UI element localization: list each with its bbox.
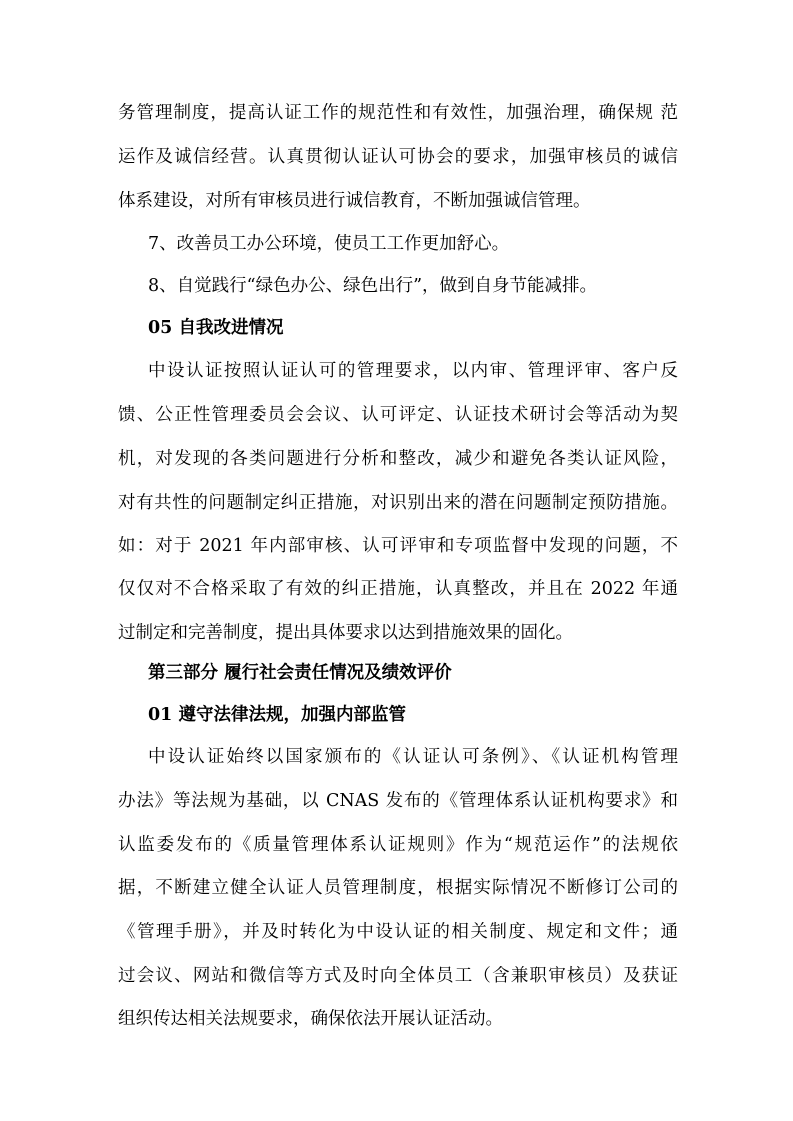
paragraph-line: 馈、公正性管理委员会会议、认可评定、认证技术研讨会等活动为契 bbox=[118, 405, 678, 425]
paragraph-line: 组织传达相关法规要求，确保依法开展认证活动。 bbox=[118, 1009, 503, 1029]
paragraph-line: 体系建设，对所有审核员进行诚信教育，不断加强诚信管理。 bbox=[118, 191, 591, 211]
paragraph-line: 据，不断建立健全认证人员管理制度，根据实际情况不断修订公司的 bbox=[118, 878, 678, 898]
section-heading-01: 01 遵守法律法规，加强内部监管 bbox=[148, 705, 406, 725]
paragraph-line: 办法》等法规为基础，以 CNAS 发布的《管理体系认证机构要求》和 bbox=[118, 791, 678, 811]
list-item-8: 8、自觉践行“绿色办公、绿色出行”，做到自身节能减排。 bbox=[148, 276, 598, 296]
paragraph-line: 认监委发布的《质量管理体系认证规则》作为“规范运作”的法规依 bbox=[118, 835, 678, 855]
list-item-7: 7、改善员工办公环境，使员工工作更加舒心。 bbox=[148, 234, 510, 254]
section-heading-05: 05 自我改进情况 bbox=[148, 318, 284, 338]
paragraph-line: 运作及诚信经营。认真贯彻认证认可协会的要求，加强审核员的诚信 bbox=[118, 147, 678, 167]
paragraph-line: 如：对于 2021 年内部审核、认可评审和专项监督中发现的问题，不 bbox=[118, 536, 678, 556]
paragraph-line: 中设认证按照认证认可的管理要求，以内审、管理评审、客户反 bbox=[148, 361, 678, 381]
paragraph-line: 仅仅对不合格采取了有效的纠正措施，认真整改，并且在 2022 年通 bbox=[118, 579, 678, 599]
paragraph-line: 《管理手册》，并及时转化为中设认证的相关制度、规定和文件；通 bbox=[118, 922, 678, 942]
paragraph-line: 机，对发现的各类问题进行分析和整改，减少和避免各类认证风险， bbox=[118, 449, 678, 469]
paragraph-line: 过制定和完善制度，提出具体要求以达到措施效果的固化。 bbox=[118, 623, 573, 643]
paragraph-line: 务管理制度，提高认证工作的规范性和有效性，加强治理，确保规 范 bbox=[118, 103, 678, 123]
paragraph-line: 对有共性的问题制定纠正措施，对识别出来的潜在问题制定预防措施。 bbox=[118, 493, 678, 513]
paragraph-line: 中设认证始终以国家颁布的《认证认可条例》、《认证机构管理 bbox=[148, 747, 678, 767]
part-three-heading: 第三部分 履行社会责任情况及绩效评价 bbox=[148, 663, 452, 683]
paragraph-line: 过会议、网站和微信等方式及时向全体员工（含兼职审核员）及获证 bbox=[118, 966, 678, 986]
